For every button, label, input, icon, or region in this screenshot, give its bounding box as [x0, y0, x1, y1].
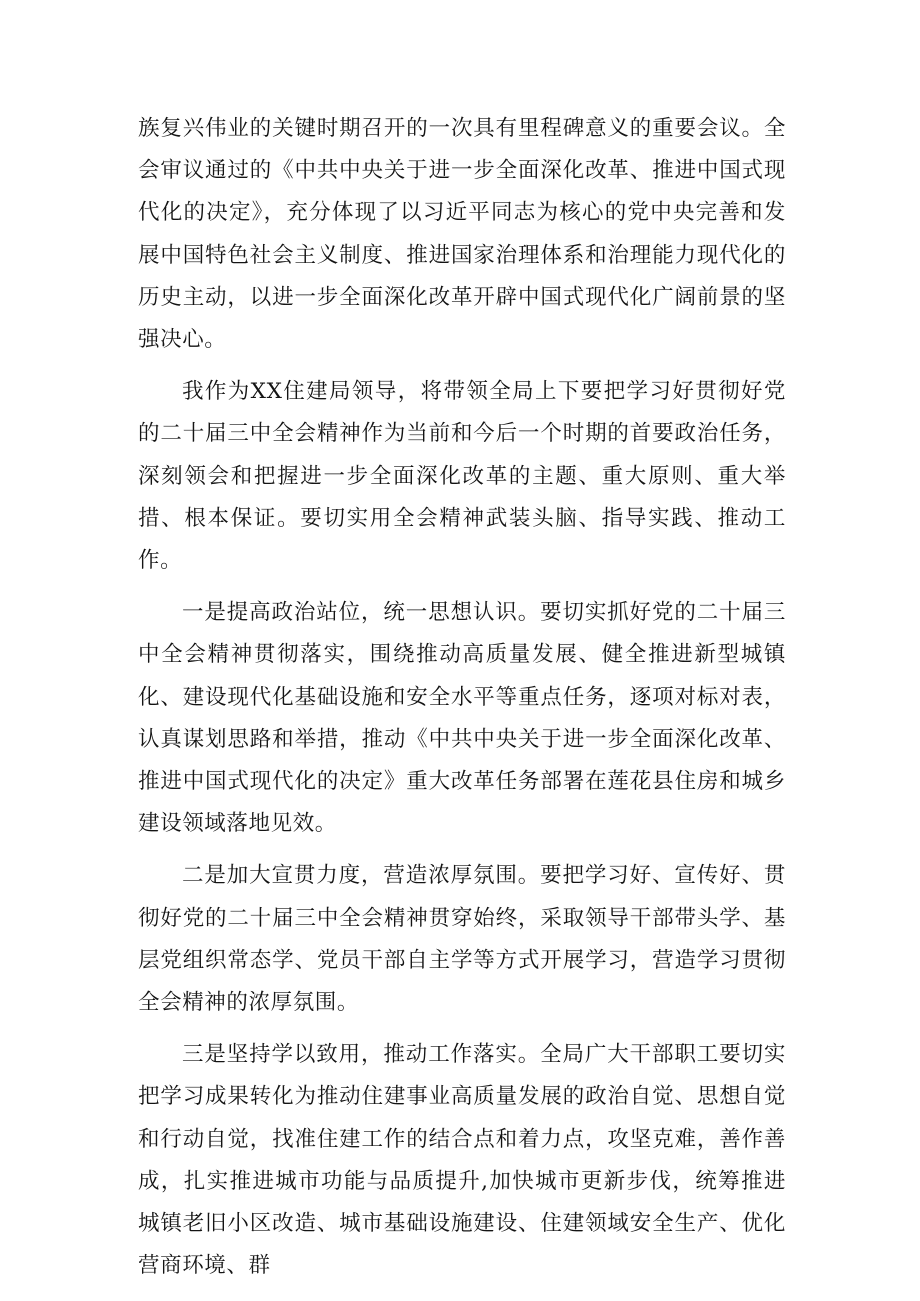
paragraph-leader-statement: 我作为XX住建局领导，将带领全局上下要把学习好贯彻好党的二十届三中全会精神作为当前和今后一个时期的首要政治任务，深刻领会和把握进一步全面深化改革的主题、重大原则、重大举措、根本保证。要切实用全会精神武装头脑、指导实践、推动工作。 — [138, 379, 786, 574]
paragraph-continuation: 族复兴伟业的关键时期召开的一次具有里程碑意义的重要会议。全会审议通过的《中共中央关于进一步全面深化改革、推进中国式现代化的决定》，充分体现了以习近平同志为核心的党中央完善和发展中国特色社会主义制度、推进国家治理体系和治理能力现代化的历史主动，以进一步全面深化改革开辟中国式现代化广阔前景的坚强决心。 — [138, 116, 786, 353]
paragraph-point-two: 二是加大宣贯力度，营造浓厚氛围。要把学习好、宣传好、贯彻好党的二十届三中全会精神贯穿始终，采取领导干部带头学、基层党组织常态学、党员干部自主学等方式开展学习，营造学习贯彻全会精神的浓厚氛围。 — [138, 863, 786, 1016]
document-body — [138, 108, 786, 1297]
paragraph-point-three: 三是坚持学以致用，推动工作落实。全局广大干部职工要切实把学习成果转化为推动住建事业高质量发展的政治自觉、思想自觉和行动自觉，找准住建工作的结合点和着力点，攻坚克难，善作善成，扎实推进城市功能与品质提升,加快城市更新步伐，统筹推进城镇老旧小区改造、城市基础设施建设、住建领域安全生产、优化营商环境、群 — [138, 1042, 786, 1279]
paragraph-point-one: 一是提高政治站位，统一思想认识。要切实抓好党的二十届三中全会精神贯彻落实，围绕推动高质量发展、健全推进新型城镇化、建设现代化基础设施和安全水平等重点任务，逐项对标对表，认真谋划思路和举措，推动《中共中央关于进一步全面深化改革、推进中国式现代化的决定》重大改革任务部署在莲花县住房和城乡建设领域落地见效。 — [138, 600, 786, 837]
